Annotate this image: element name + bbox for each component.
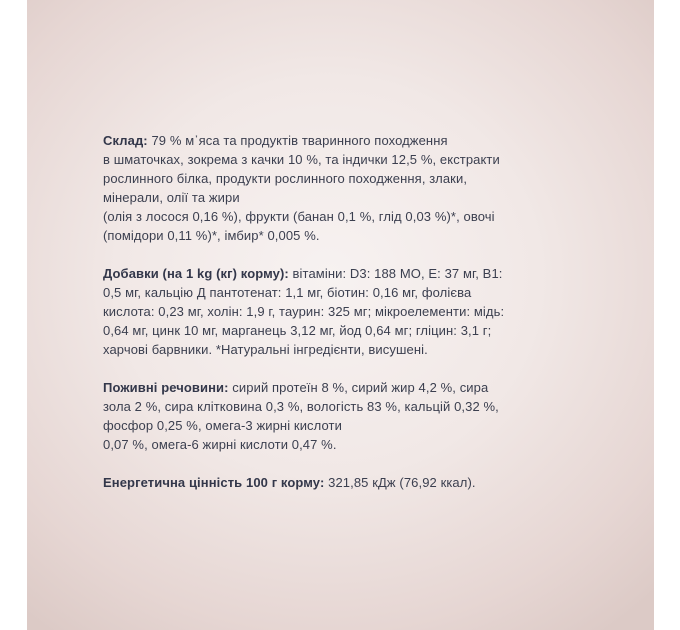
energy-section [103,473,593,492]
composition-text: мінерали, олії та жири [103,190,240,205]
additives-first-line [103,264,593,283]
nutrients-heading: Поживні речовини: [103,380,229,395]
composition-first-line [103,131,593,150]
additives-section [103,264,593,359]
composition-text: рослинного білка, продукти рослинного походження, злаки, [103,171,468,186]
additives-heading: Добавки (на 1 kg (кг) корму): [103,266,289,281]
additives-text: кислота: 0,23 мг, холін: 1,9 г, таурин: 325 мг; мікроелементи: мідь: [103,304,505,319]
nutrients-text: 0,07 %, омега-6 жирні кислоти 0,47 %. [103,437,337,452]
additives-text: вітаміни: D3: 188 МО, E: 37 мг, B1: [288,266,503,281]
nutrients-first-line [103,378,593,397]
additives-text: харчові барвники. *Натуральні інгредієнти, висушені. [103,342,428,357]
label-panel [27,0,654,630]
composition-text: (олія з лосося 0,16 %), фрукти (банан 0,1 %, глід 0,03 %)*, овочі [103,209,495,224]
energy-text: 321,85 кДж (76,92 ккал). [324,475,476,490]
product-info-text [103,131,593,511]
composition-text: 79 % м᾽яса та продуктів тваринного походження [147,133,448,148]
nutrients-text: зола 2 %, сира клітковина 0,3 %, вологість 83 %, кальцій 0,32 %, [103,399,499,414]
additives-text: 0,64 мг, цинк 10 мг, марганець 3,12 мг, йод 0,64 мг; гліцин: 3,1 г; [103,323,492,338]
nutrients-text: сирий протеїн 8 %, сирий жир 4,2 %, сира [228,380,489,395]
energy-heading: Енергетична цінність 100 г корму: [103,475,325,490]
energy-line [103,473,593,492]
composition-heading: Склад: [103,133,148,148]
composition-text: в шматочках, зокрема з качки 10 %, та індички 12,5 %, екстракти [103,152,500,167]
nutrients-text: фосфор 0,25 %, омега-3 жирні кислоти [103,418,342,433]
additives-text: 0,5 мг, кальцію Д пантотенат: 1,1 мг, біотин: 0,16 мг, фолієва [103,285,472,300]
composition-section [103,131,593,245]
nutrients-section [103,378,593,454]
composition-text: (помідори 0,11 %)*, імбир* 0,005 %. [103,228,320,243]
